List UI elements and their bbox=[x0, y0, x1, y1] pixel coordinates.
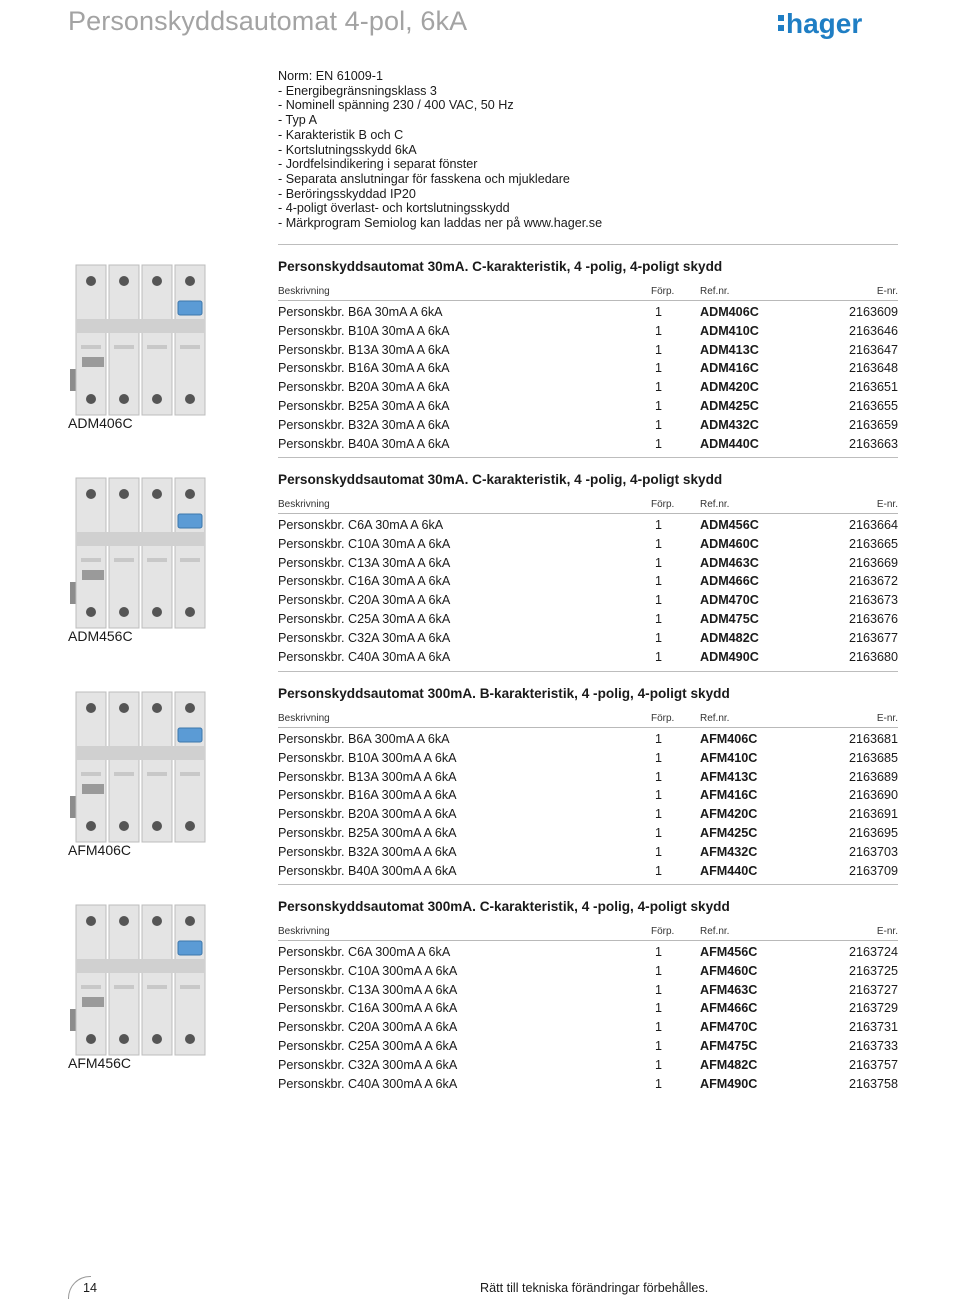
cell-description: Personskbr. B32A 300mA A 6kA bbox=[278, 844, 457, 859]
cell-pack: 1 bbox=[655, 750, 663, 765]
circuit-breaker-image bbox=[68, 472, 223, 632]
cell-enr: 2163609 bbox=[848, 305, 898, 319]
cell-enr: 2163647 bbox=[848, 342, 898, 357]
table-row bbox=[278, 435, 898, 454]
cell-description: Personskbr. B40A 300mA A 6kA bbox=[278, 863, 457, 878]
cell-description: Personskbr. C25A 300mA A 6kA bbox=[278, 1038, 458, 1053]
header-divider bbox=[278, 727, 898, 728]
cell-ref: ADM420C bbox=[700, 380, 759, 395]
cell-ref: ADM406C bbox=[700, 305, 759, 319]
table-header bbox=[278, 926, 898, 940]
cell-enr: 2163655 bbox=[848, 398, 898, 413]
section-divider bbox=[278, 244, 898, 245]
spec-line: - Beröringsskyddad IP20 bbox=[278, 186, 416, 201]
table-header bbox=[278, 286, 898, 300]
cell-enr: 2163731 bbox=[848, 1020, 898, 1035]
cell-ref: AFM425C bbox=[700, 825, 758, 840]
cell-pack: 1 bbox=[655, 398, 663, 413]
cell-description: Personskbr. C6A 300mA A 6kA bbox=[278, 945, 451, 959]
cell-pack: 1 bbox=[655, 1001, 663, 1016]
table-row bbox=[278, 322, 898, 341]
table-row bbox=[278, 805, 898, 824]
cell-ref: ADM440C bbox=[700, 436, 759, 451]
logo-dot-bottom bbox=[778, 25, 784, 31]
cell-ref: ADM466C bbox=[700, 574, 759, 589]
column-header-ref: Ref.nr. bbox=[700, 713, 730, 724]
cell-enr: 2163733 bbox=[848, 1038, 898, 1053]
product-table bbox=[278, 516, 898, 666]
section-title: Personskyddsautomat 300mA. B-karakteristik, 4 -polig, 4-poligt skydd bbox=[278, 686, 730, 701]
cell-ref: ADM416C bbox=[700, 361, 759, 376]
section-divider bbox=[278, 457, 898, 458]
cell-pack: 1 bbox=[655, 963, 663, 978]
column-header-pack: Förp. bbox=[651, 286, 675, 297]
spec-line: - Karakteristik B och C bbox=[278, 127, 404, 142]
cell-description: Personskbr. B10A 30mA A 6kA bbox=[278, 323, 450, 338]
cell-pack: 1 bbox=[655, 945, 663, 959]
cell-description: Personskbr. B16A 300mA A 6kA bbox=[278, 788, 457, 803]
product-caption: ADM406C bbox=[68, 415, 133, 431]
table-row bbox=[278, 786, 898, 805]
cell-ref: AFM456C bbox=[700, 945, 758, 959]
cell-pack: 1 bbox=[655, 844, 663, 859]
page-title: Personskyddsautomat 4-pol, 6kA bbox=[68, 6, 468, 36]
cell-description: Personskbr. C10A 30mA A 6kA bbox=[278, 536, 451, 551]
logo-wordmark: hager bbox=[786, 8, 863, 39]
table-row bbox=[278, 749, 898, 768]
cell-pack: 1 bbox=[655, 342, 663, 357]
spec-line: Norm: EN 61009-1 bbox=[278, 69, 383, 83]
page-number: 14 bbox=[83, 1281, 98, 1295]
cell-ref: AFM460C bbox=[700, 963, 758, 978]
cell-pack: 1 bbox=[655, 982, 663, 997]
cell-ref: ADM410C bbox=[700, 323, 759, 338]
cell-enr: 2163757 bbox=[848, 1057, 898, 1072]
spec-line: - Märkprogram Semiolog kan laddas ner på www.hager.se bbox=[278, 216, 603, 231]
cell-pack: 1 bbox=[655, 611, 663, 626]
header-divider bbox=[278, 513, 898, 514]
cell-description: Personskbr. B16A 30mA A 6kA bbox=[278, 361, 450, 376]
logo-dot-top bbox=[778, 15, 784, 21]
cell-description: Personskbr. C6A 30mA A 6kA bbox=[278, 518, 444, 532]
table-row bbox=[278, 416, 898, 435]
cell-enr: 2163727 bbox=[848, 982, 898, 997]
cell-ref: ADM413C bbox=[700, 342, 759, 357]
cell-ref: AFM463C bbox=[700, 982, 758, 997]
column-header-description: Beskrivning bbox=[278, 713, 330, 724]
cell-enr: 2163703 bbox=[848, 844, 898, 859]
cell-enr: 2163681 bbox=[848, 732, 898, 746]
table-row bbox=[278, 943, 898, 962]
column-header-description: Beskrivning bbox=[278, 286, 330, 297]
cell-enr: 2163669 bbox=[848, 555, 898, 570]
cell-pack: 1 bbox=[655, 593, 663, 608]
cell-description: Personskbr. C25A 30mA A 6kA bbox=[278, 611, 451, 626]
cell-description: Personskbr. C32A 300mA A 6kA bbox=[278, 1057, 458, 1072]
cell-enr: 2163695 bbox=[848, 825, 898, 840]
cell-description: Personskbr. B20A 300mA A 6kA bbox=[278, 807, 457, 822]
table-row bbox=[278, 397, 898, 416]
cell-ref: ADM470C bbox=[700, 593, 759, 608]
cell-description: Personskbr. C32A 30mA A 6kA bbox=[278, 630, 451, 645]
cell-description: Personskbr. B32A 30mA A 6kA bbox=[278, 417, 450, 432]
cell-ref: AFM410C bbox=[700, 750, 758, 765]
cell-pack: 1 bbox=[655, 825, 663, 840]
cell-ref: ADM425C bbox=[700, 398, 759, 413]
cell-description: Personskbr. C10A 300mA A 6kA bbox=[278, 963, 458, 978]
section-divider bbox=[278, 884, 898, 885]
section-title: Personskyddsautomat 30mA. C-karakteristik, 4 -polig, 4-poligt skydd bbox=[278, 472, 723, 487]
column-header-description: Beskrivning bbox=[278, 926, 330, 937]
header-divider bbox=[278, 940, 898, 941]
cell-ref: AFM413C bbox=[700, 769, 758, 784]
cell-ref: AFM470C bbox=[700, 1020, 758, 1035]
cell-enr: 2163685 bbox=[848, 750, 898, 765]
spec-line: - Typ A bbox=[278, 113, 317, 128]
cell-pack: 1 bbox=[655, 1057, 663, 1072]
product-section bbox=[68, 671, 898, 876]
cell-enr: 2163665 bbox=[848, 536, 898, 551]
cell-enr: 2163676 bbox=[848, 611, 898, 626]
cell-description: Personskbr. B20A 30mA A 6kA bbox=[278, 380, 450, 395]
cell-description: Personskbr. C40A 30mA A 6kA bbox=[278, 649, 451, 664]
cell-description: Personskbr. C13A 300mA A 6kA bbox=[278, 982, 458, 997]
table-row bbox=[278, 629, 898, 648]
cell-ref: AFM416C bbox=[700, 788, 758, 803]
cell-enr: 2163664 bbox=[848, 518, 898, 532]
product-caption: ADM456C bbox=[68, 628, 133, 644]
cell-ref: ADM432C bbox=[700, 417, 759, 432]
product-table bbox=[278, 730, 898, 880]
spec-line: - 4-poligt överlast- och kortslutningsskydd bbox=[278, 201, 510, 216]
cell-description: Personskbr. C13A 30mA A 6kA bbox=[278, 555, 451, 570]
cell-pack: 1 bbox=[655, 769, 663, 784]
product-section bbox=[68, 457, 898, 662]
cell-pack: 1 bbox=[655, 649, 663, 664]
cell-ref: AFM490C bbox=[700, 1076, 758, 1091]
table-row bbox=[278, 359, 898, 378]
cell-pack: 1 bbox=[655, 361, 663, 376]
header-divider bbox=[278, 300, 898, 301]
cell-enr: 2163729 bbox=[848, 1001, 898, 1016]
cell-description: Personskbr. C20A 30mA A 6kA bbox=[278, 593, 451, 608]
spec-line: - Jordfelsindikering i separat fönster bbox=[278, 157, 478, 172]
cell-pack: 1 bbox=[655, 323, 663, 338]
cell-description: Personskbr. C16A 30mA A 6kA bbox=[278, 574, 451, 589]
spec-line: - Kortslutningsskydd 6kA bbox=[278, 142, 417, 157]
column-header-pack: Förp. bbox=[651, 713, 675, 724]
table-row bbox=[278, 535, 898, 554]
cell-enr: 2163659 bbox=[848, 417, 898, 432]
product-caption: AFM456C bbox=[68, 1055, 132, 1071]
table-row bbox=[278, 730, 898, 749]
table-row bbox=[278, 1018, 898, 1037]
cell-enr: 2163689 bbox=[848, 769, 898, 784]
cell-pack: 1 bbox=[655, 1020, 663, 1035]
table-row bbox=[278, 341, 898, 360]
spec-line: - Separata anslutningar för fasskena och mjukledare bbox=[278, 171, 570, 186]
table-row bbox=[278, 1075, 898, 1094]
cell-enr: 2163691 bbox=[848, 807, 898, 822]
table-row bbox=[278, 648, 898, 667]
table-row bbox=[278, 962, 898, 981]
cell-description: Personskbr. B6A 30mA A 6kA bbox=[278, 305, 443, 319]
section-title: Personskyddsautomat 300mA. C-karakteristik, 4 -polig, 4-poligt skydd bbox=[278, 899, 730, 914]
cell-enr: 2163690 bbox=[848, 788, 898, 803]
table-row bbox=[278, 610, 898, 629]
table-row bbox=[278, 303, 898, 322]
cell-description: Personskbr. C20A 300mA A 6kA bbox=[278, 1020, 458, 1035]
cell-pack: 1 bbox=[655, 555, 663, 570]
table-row bbox=[278, 999, 898, 1018]
cell-pack: 1 bbox=[655, 1038, 663, 1053]
table-row bbox=[278, 516, 898, 535]
table-row bbox=[278, 862, 898, 881]
table-row bbox=[278, 1037, 898, 1056]
section-title: Personskyddsautomat 30mA. C-karakteristik, 4 -polig, 4-poligt skydd bbox=[278, 259, 723, 274]
cell-enr: 2163648 bbox=[848, 361, 898, 376]
circuit-breaker-image bbox=[68, 686, 223, 846]
column-header-enr: E-nr. bbox=[876, 926, 898, 937]
circuit-breaker-image bbox=[68, 899, 223, 1059]
table-row bbox=[278, 981, 898, 1000]
column-header-description: Beskrivning bbox=[278, 499, 330, 510]
table-row bbox=[278, 554, 898, 573]
cell-ref: AFM475C bbox=[700, 1038, 758, 1053]
cell-ref: AFM432C bbox=[700, 844, 758, 859]
column-header-ref: Ref.nr. bbox=[700, 926, 730, 937]
cell-pack: 1 bbox=[655, 417, 663, 432]
column-header-ref: Ref.nr. bbox=[700, 286, 730, 297]
cell-pack: 1 bbox=[655, 518, 663, 532]
column-header-enr: E-nr. bbox=[876, 713, 898, 724]
cell-pack: 1 bbox=[655, 380, 663, 395]
table-row bbox=[278, 572, 898, 591]
product-section bbox=[68, 884, 898, 1089]
cell-pack: 1 bbox=[655, 863, 663, 878]
cell-pack: 1 bbox=[655, 788, 663, 803]
cell-enr: 2163663 bbox=[848, 436, 898, 451]
cell-enr: 2163677 bbox=[848, 630, 898, 645]
column-header-ref: Ref.nr. bbox=[700, 499, 730, 510]
cell-ref: ADM490C bbox=[700, 649, 759, 664]
cell-ref: AFM420C bbox=[700, 807, 758, 822]
cell-ref: AFM406C bbox=[700, 732, 758, 746]
cell-description: Personskbr. C40A 300mA A 6kA bbox=[278, 1076, 458, 1091]
table-row bbox=[278, 591, 898, 610]
section-divider bbox=[278, 671, 898, 672]
cell-enr: 2163725 bbox=[848, 963, 898, 978]
cell-pack: 1 bbox=[655, 305, 663, 319]
cell-description: Personskbr. B10A 300mA A 6kA bbox=[278, 750, 457, 765]
cell-description: Personskbr. C16A 300mA A 6kA bbox=[278, 1001, 458, 1016]
cell-enr: 2163758 bbox=[848, 1076, 898, 1091]
cell-description: Personskbr. B13A 300mA A 6kA bbox=[278, 769, 457, 784]
table-header bbox=[278, 713, 898, 727]
table-row bbox=[278, 1056, 898, 1075]
cell-pack: 1 bbox=[655, 807, 663, 822]
column-header-pack: Förp. bbox=[651, 926, 675, 937]
table-header bbox=[278, 499, 898, 513]
cell-ref: ADM482C bbox=[700, 630, 759, 645]
cell-enr: 2163709 bbox=[848, 863, 898, 878]
cell-enr: 2163673 bbox=[848, 593, 898, 608]
cell-pack: 1 bbox=[655, 1076, 663, 1091]
cell-description: Personskbr. B25A 300mA A 6kA bbox=[278, 825, 457, 840]
product-section bbox=[68, 244, 898, 449]
cell-description: Personskbr. B25A 30mA A 6kA bbox=[278, 398, 450, 413]
cell-ref: ADM460C bbox=[700, 536, 759, 551]
spec-line: - Energibegränsningsklass 3 bbox=[278, 83, 437, 98]
circuit-breaker-image bbox=[68, 259, 223, 419]
cell-enr: 2163672 bbox=[848, 574, 898, 589]
cell-description: Personskbr. B6A 300mA A 6kA bbox=[278, 732, 450, 746]
cell-pack: 1 bbox=[655, 574, 663, 589]
cell-ref: AFM466C bbox=[700, 1001, 758, 1016]
column-header-enr: E-nr. bbox=[876, 499, 898, 510]
table-row bbox=[278, 824, 898, 843]
cell-ref: ADM475C bbox=[700, 611, 759, 626]
footer-disclaimer: Rätt till tekniska förändringar förbehålles. bbox=[480, 1281, 709, 1295]
cell-enr: 2163646 bbox=[848, 323, 898, 338]
cell-enr: 2163651 bbox=[848, 380, 898, 395]
product-caption: AFM406C bbox=[68, 842, 132, 858]
cell-enr: 2163680 bbox=[848, 649, 898, 664]
spec-list bbox=[278, 69, 602, 231]
table-row bbox=[278, 768, 898, 787]
cell-pack: 1 bbox=[655, 436, 663, 451]
cell-pack: 1 bbox=[655, 536, 663, 551]
column-header-pack: Förp. bbox=[651, 499, 675, 510]
column-header-enr: E-nr. bbox=[876, 286, 898, 297]
product-table bbox=[278, 943, 898, 1093]
cell-ref: ADM456C bbox=[700, 518, 759, 532]
cell-ref: AFM482C bbox=[700, 1057, 758, 1072]
cell-ref: AFM440C bbox=[700, 863, 758, 878]
table-row bbox=[278, 843, 898, 862]
cell-description: Personskbr. B13A 30mA A 6kA bbox=[278, 342, 450, 357]
cell-description: Personskbr. B40A 30mA A 6kA bbox=[278, 436, 450, 451]
table-row bbox=[278, 378, 898, 397]
cell-enr: 2163724 bbox=[848, 945, 898, 959]
hager-logo bbox=[778, 6, 878, 42]
product-table bbox=[278, 303, 898, 453]
cell-ref: ADM463C bbox=[700, 555, 759, 570]
cell-pack: 1 bbox=[655, 732, 663, 746]
cell-pack: 1 bbox=[655, 630, 663, 645]
spec-line: - Nominell spänning 230 / 400 VAC, 50 Hz bbox=[278, 98, 514, 113]
